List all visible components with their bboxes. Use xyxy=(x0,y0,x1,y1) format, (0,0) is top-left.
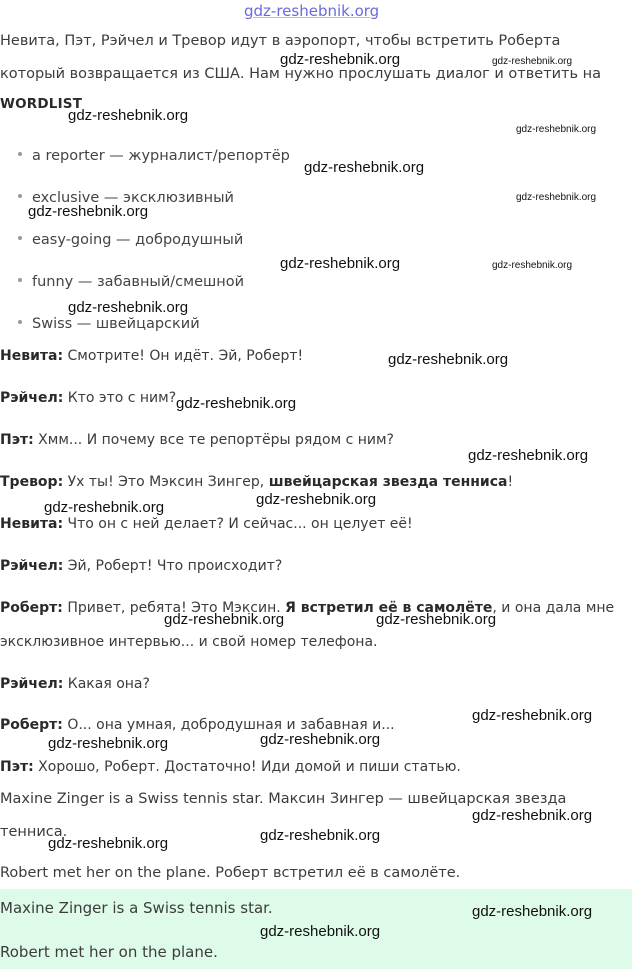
translation-line-2: тенниса. xyxy=(0,824,68,840)
translation-line-3: Robert met her on the plane. Роберт встретил её в самолёте. xyxy=(0,865,461,881)
watermark: gdz-reshebnik.org xyxy=(468,447,589,464)
wordlist-item: exclusive — эксклюзивный xyxy=(18,190,234,206)
dialogue-line-nevita-2: Невита: Что он с ней делает? И сейчас... он целует её! xyxy=(0,516,413,532)
bullet-dot xyxy=(18,320,22,324)
watermark: gdz-reshebnik.org xyxy=(48,835,169,852)
wordlist-item: Swiss — швейцарский xyxy=(18,316,200,332)
watermark: gdz-reshebnik.org xyxy=(492,56,573,67)
watermark: gdz-reshebnik.org xyxy=(176,395,297,412)
intro-line-1: Невита, Пэт, Рэйчел и Тревор идут в аэропорт, чтобы встретить Роберта xyxy=(0,33,561,49)
translation-line-1: Maxine Zinger is a Swiss tennis star. Максин Зингер — швейцарская звезда xyxy=(0,791,567,807)
dialogue-line-rachel-3: Рэйчел: Какая она? xyxy=(0,676,150,692)
watermark: gdz-reshebnik.org xyxy=(472,807,593,824)
dialogue-line-robert-cont: эксклюзивное интервью... и свой номер телефона. xyxy=(0,634,378,650)
watermark: gdz-reshebnik.org xyxy=(68,299,189,316)
dialogue-line-pat-2: Пэт: Хорошо, Роберт. Достаточно! Иди домой и пиши статью. xyxy=(0,759,461,775)
dialogue-line-robert: Роберт: Привет, ребята! Это Мэксин. Я встретил её в самолёте, и она дала мне xyxy=(0,600,615,616)
wordlist-item: easy-going — добродушный xyxy=(18,232,243,248)
wordlist-item: a reporter — журналист/репортёр xyxy=(18,148,290,164)
answer-line-1: Maxine Zinger is a Swiss tennis star. xyxy=(0,899,273,917)
watermark: gdz-reshebnik.org xyxy=(260,827,381,844)
watermark: gdz-reshebnik.org xyxy=(472,903,593,920)
watermark: gdz-reshebnik.org xyxy=(492,260,573,271)
watermark: gdz-reshebnik.org xyxy=(280,51,401,68)
dialogue-line-rachel: Рэйчел: Кто это с ним? xyxy=(0,390,177,406)
watermark: gdz-reshebnik.org xyxy=(280,255,401,272)
bullet-dot xyxy=(18,236,22,240)
site-title-link[interactable]: gdz-reshebnik.org xyxy=(244,2,380,20)
watermark: gdz-reshebnik.org xyxy=(304,159,425,176)
watermark: gdz-reshebnik.org xyxy=(260,731,381,748)
dialogue-line-nevita: Невита: Смотрите! Он идёт. Эй, Роберт! xyxy=(0,348,304,364)
bullet-dot xyxy=(18,278,22,282)
bullet-dot xyxy=(18,194,22,198)
intro-line-2: который возвращается из США. Нам нужно прослушать диалог и ответить на xyxy=(0,66,602,82)
watermark: gdz-reshebnik.org xyxy=(28,203,149,220)
wordlist-heading: WORDLIST xyxy=(0,96,83,112)
watermark: gdz-reshebnik.org xyxy=(260,923,381,940)
dialogue-line-robert-2: Роберт: О... она умная, добродушная и забавная и... xyxy=(0,717,395,733)
answer-line-2: Robert met her on the plane. xyxy=(0,943,218,961)
watermark: gdz-reshebnik.org xyxy=(388,351,509,368)
watermark: gdz-reshebnik.org xyxy=(68,107,189,124)
watermark: gdz-reshebnik.org xyxy=(44,499,165,516)
watermark: gdz-reshebnik.org xyxy=(516,124,597,135)
wordlist-item: funny — забавный/смешной xyxy=(18,274,244,290)
watermark: gdz-reshebnik.org xyxy=(472,707,593,724)
watermark: gdz-reshebnik.org xyxy=(48,735,169,752)
dialogue-line-pat: Пэт: Хмм... И почему все те репортёры рядом с ним? xyxy=(0,432,394,448)
dialogue-line-trevor: Тревор: Ух ты! Это Мэксин Зингер, швейцарская звезда тенниса! xyxy=(0,474,514,490)
watermark: gdz-reshebnik.org xyxy=(376,611,497,628)
dialogue-line-rachel-2: Рэйчел: Эй, Роберт! Что происходит? xyxy=(0,558,283,574)
watermark: gdz-reshebnik.org xyxy=(256,491,377,508)
watermark: gdz-reshebnik.org xyxy=(516,192,597,203)
bullet-dot xyxy=(18,152,22,156)
watermark: gdz-reshebnik.org xyxy=(164,611,285,628)
